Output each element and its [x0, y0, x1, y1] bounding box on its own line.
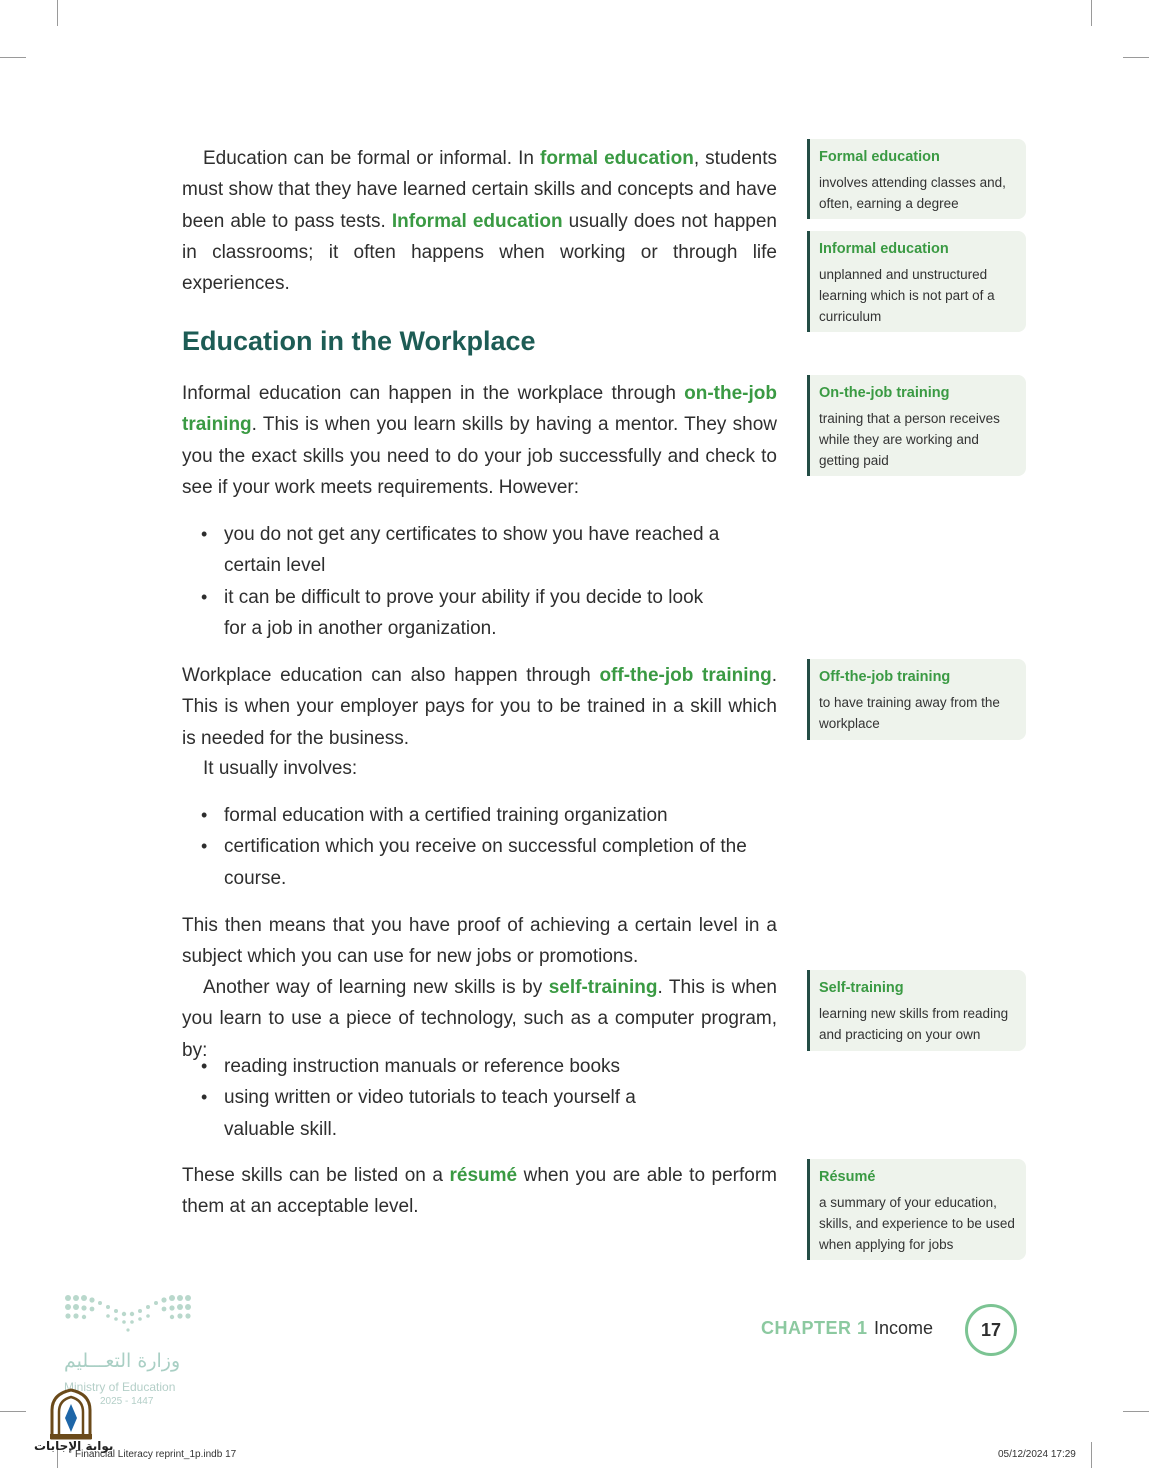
text: when you are able to perform them at an acceptable level.	[182, 1165, 777, 1218]
glossary-box-self-training	[807, 970, 1026, 1051]
glossary-term: Résumé	[819, 1169, 876, 1185]
ministry-year: 2025 - 1447	[100, 1396, 154, 1407]
ministry-logo-icon	[62, 1292, 202, 1340]
resume-paragraph	[182, 1160, 777, 1223]
chapter-title: Income	[874, 1318, 934, 1338]
glossary-definition: to have training away from the workplace	[819, 695, 1000, 731]
intro-paragraph	[182, 143, 777, 299]
list-item: • formal education with a certified training organization	[182, 800, 757, 831]
offjt-bullet-list	[182, 800, 757, 894]
crop-mark	[1123, 57, 1149, 58]
list-item: • using written or video tutorials to teach yourself a valuable skill.	[182, 1082, 652, 1145]
proof-paragraph: This then means that you have proof of achieving a certain level in a subject which you can use for new jobs or promotions.	[182, 915, 777, 968]
keyword-off-the-job-training: off-the-job training	[599, 665, 772, 686]
glossary-term: Formal education	[819, 149, 940, 165]
text: . This is when you learn skills by having a mentor. They show you the exact skills you need to do your job successfully and check to see if your work meets requirements. However:	[182, 414, 777, 498]
involves-line: It usually involves:	[203, 758, 358, 779]
crop-mark	[1091, 1442, 1092, 1468]
text: Informal education can happen in the workplace through	[182, 383, 685, 404]
glossary-box-informal-education	[807, 231, 1026, 332]
crop-mark	[1123, 1411, 1149, 1412]
glossary-box-off-the-job-training	[807, 659, 1026, 740]
portal-name: بوابة الإجابات	[34, 1439, 114, 1453]
chapter-label: CHAPTER 1	[761, 1318, 868, 1338]
ojt-paragraph	[182, 378, 777, 503]
glossary-box-resume	[807, 1159, 1026, 1260]
ojt-bullet-list	[182, 519, 722, 644]
list-item: • it can be difficult to prove your ability if you decide to look for a job in another organization.	[182, 582, 722, 645]
ministry-name-english: Ministry of Education	[64, 1380, 176, 1394]
list-item: • you do not get any certificates to show you have reached a certain level	[182, 519, 722, 582]
portal-logo-icon	[48, 1388, 94, 1440]
glossary-definition: training that a person receives while they are working and getting paid	[819, 411, 1000, 468]
offjt-paragraph	[182, 660, 777, 754]
text: . This is when you learn to use a piece of technology, such as a computer program, by:	[182, 977, 777, 1061]
self-bullet-list	[182, 1051, 652, 1145]
list-item: • certification which you receive on successful completion of the course.	[182, 831, 757, 894]
text: , students must show that they have learned certain skills and concepts and have been able to pass tests.	[182, 148, 778, 232]
text: Education can be formal or informal. In	[203, 148, 540, 169]
keyword-resume: résumé	[449, 1165, 518, 1186]
glossary-definition: learning new skills from reading and practicing on your own	[819, 1006, 1009, 1042]
print-file-info: Financial Literacy reprint_1p.indb 17	[75, 1449, 237, 1460]
print-date-info: 05/12/2024 17:29	[998, 1449, 1076, 1460]
keyword-on-the-job-training: on-the-job training	[182, 383, 777, 436]
glossary-term: Self-training	[819, 980, 904, 996]
glossary-definition: a summary of your education, skills, and experience to be used when applying for jobs	[819, 1195, 1015, 1252]
glossary-definition: unplanned and unstructured learning which is not part of a curriculum	[819, 267, 995, 324]
text: . This is when your employer pays for you to be trained in a skill which is needed for the business.	[182, 665, 778, 749]
crop-mark	[0, 57, 26, 58]
text: usually does not happen in classrooms; it often happens when working or through life experiences.	[182, 210, 777, 295]
crop-mark	[1091, 0, 1092, 26]
ministry-name-arabic: وزارة التعـــليم	[64, 1350, 181, 1372]
text: These skills can be listed on a	[182, 1165, 450, 1186]
text: Another way of learning new skills is by	[203, 977, 549, 998]
list-item: • reading instruction manuals or reference books	[182, 1051, 652, 1082]
keyword-formal-education: formal education	[540, 148, 694, 169]
glossary-definition: involves attending classes and, often, earning a degree	[819, 175, 1006, 211]
text: Workplace education can also happen through	[182, 665, 600, 686]
keyword-self-training: self-training	[548, 977, 658, 998]
glossary-term: Informal education	[819, 241, 949, 257]
glossary-term: Off-the-job training	[819, 669, 951, 685]
glossary-term: On-the-job training	[819, 385, 950, 401]
crop-mark	[0, 1411, 26, 1412]
glossary-box-formal-education	[807, 139, 1026, 219]
crop-mark	[57, 0, 58, 26]
section-heading: Education in the Workplace	[182, 326, 536, 356]
glossary-box-on-the-job-training	[807, 375, 1026, 476]
keyword-informal-education: Informal education	[391, 210, 563, 232]
page-number: 17	[965, 1304, 1017, 1356]
